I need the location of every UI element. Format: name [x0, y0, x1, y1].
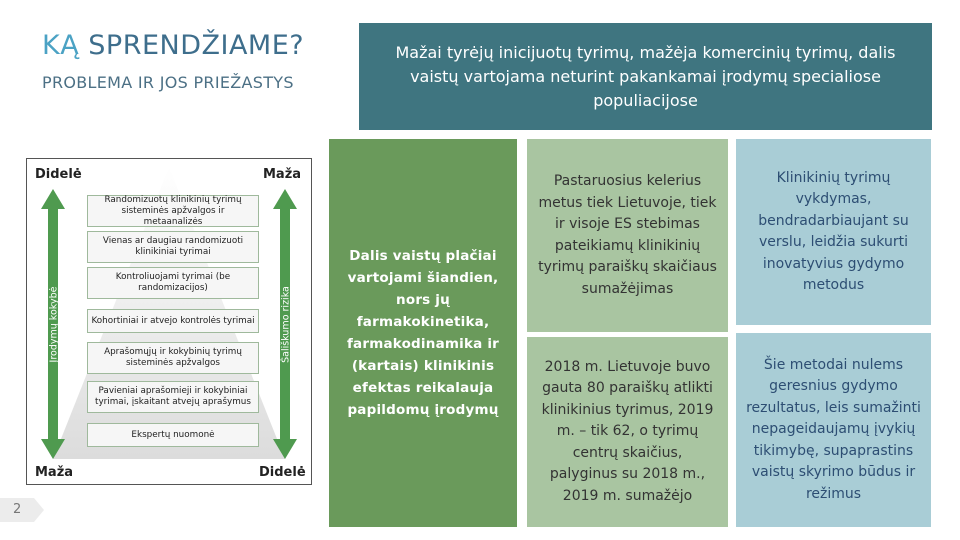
pyramid-level-2: Vienas ar daugiau randomizuoti klinikiniai tyrimai: [87, 231, 259, 263]
cause-box-medicines: [329, 139, 517, 527]
problem-statement-text: Mažai tyrėjų inicijuotų tyrimų, mažėja komercinių tyrimų, dalis vaistų vartojama neturint pakankamai įrodymų specialiose populiacijose: [395, 42, 896, 110]
pyramid-bottom-right-label: Didelė: [259, 465, 306, 480]
pyramid-level-6: Pavieniai aprašomieji ir kokybiniai tyrimai, įskaitant atvejų aprašymus: [87, 381, 259, 413]
benefit-text-outcomes: Šie metodai nulems geresnius gydymo rezultatus, leis sumažinti nepageidaujamų įvykių tikimybę, supaprastins vaistų skyrimo būdus ir režimus: [746, 356, 921, 502]
statistics-box-lithuania: [527, 337, 728, 527]
evidence-pyramid: [26, 158, 312, 485]
pyramid-top-left-label: Didelė: [35, 167, 82, 182]
benefit-text-innovation: Klinikinių tyrimų vykdymas, bendradarbiaujant su verslu, leidžia sukurti inovatyvius gydymo metodus: [758, 169, 909, 293]
pyramid-level-3: Kontroliuojami tyrimai (be randomizacijos): [87, 267, 259, 299]
pyramid-level-4: Kohortiniai ir atvejo kontrolės tyrimai: [87, 309, 259, 333]
right-arrow-label: Šališkumo rizika: [280, 286, 292, 363]
pyramid-bottom-left-label: Maža: [35, 465, 74, 480]
page-number-shape: [0, 498, 44, 522]
pyramid-level-7: Ekspertų nuomonė: [87, 423, 259, 447]
page-title: [42, 30, 304, 61]
title-rest: SPRENDŽIAME?: [79, 30, 305, 61]
page-subtitle: PROBLEMA IR JOS PRIEŽASTYS: [42, 73, 294, 92]
pyramid-top-right-label: Maža: [263, 167, 302, 182]
benefit-box-innovation: [736, 139, 931, 325]
statistics-text-lithuania: 2018 m. Lietuvoje buvo gauta 80 paraiškų atlikti klinikinius tyrimus, 2019 m. – tik 62, o tyrimų centrų skaičius, palyginus su 2018 m., 2019 m. sumažėjo: [541, 358, 714, 504]
benefit-box-outcomes: [736, 333, 931, 527]
pyramid-level-1: Randomizuotų klinikinių tyrimų sisteminės apžvalgos ir metaanalizės: [87, 195, 259, 227]
trend-box-applications: [527, 139, 728, 332]
trend-text-applications: Pastaruosius kelerius metus tiek Lietuvoje, tiek ir visoje ES stebimas pateikiamų klinikinių tyrimų paraiškų skaičiaus sumažėjimas: [538, 173, 717, 297]
left-arrow-label: Įrodymų kokybė: [48, 286, 60, 363]
page-number: 2: [13, 502, 22, 517]
cause-text-medicines: Dalis vaistų plačiai vartojami šiandien, nors jų farmakokinetika, farmakodinamika ir (kartais) klinikinis efektas reikalauja papildomų įrodymų: [346, 248, 500, 418]
pyramid-level-5: Aprašomųjų ir kokybinių tyrimų sisteminės apžvalgos: [87, 342, 259, 374]
problem-statement-box: [359, 23, 932, 130]
page-number-tab: [0, 498, 44, 522]
title-highlight: KĄ: [42, 30, 80, 61]
